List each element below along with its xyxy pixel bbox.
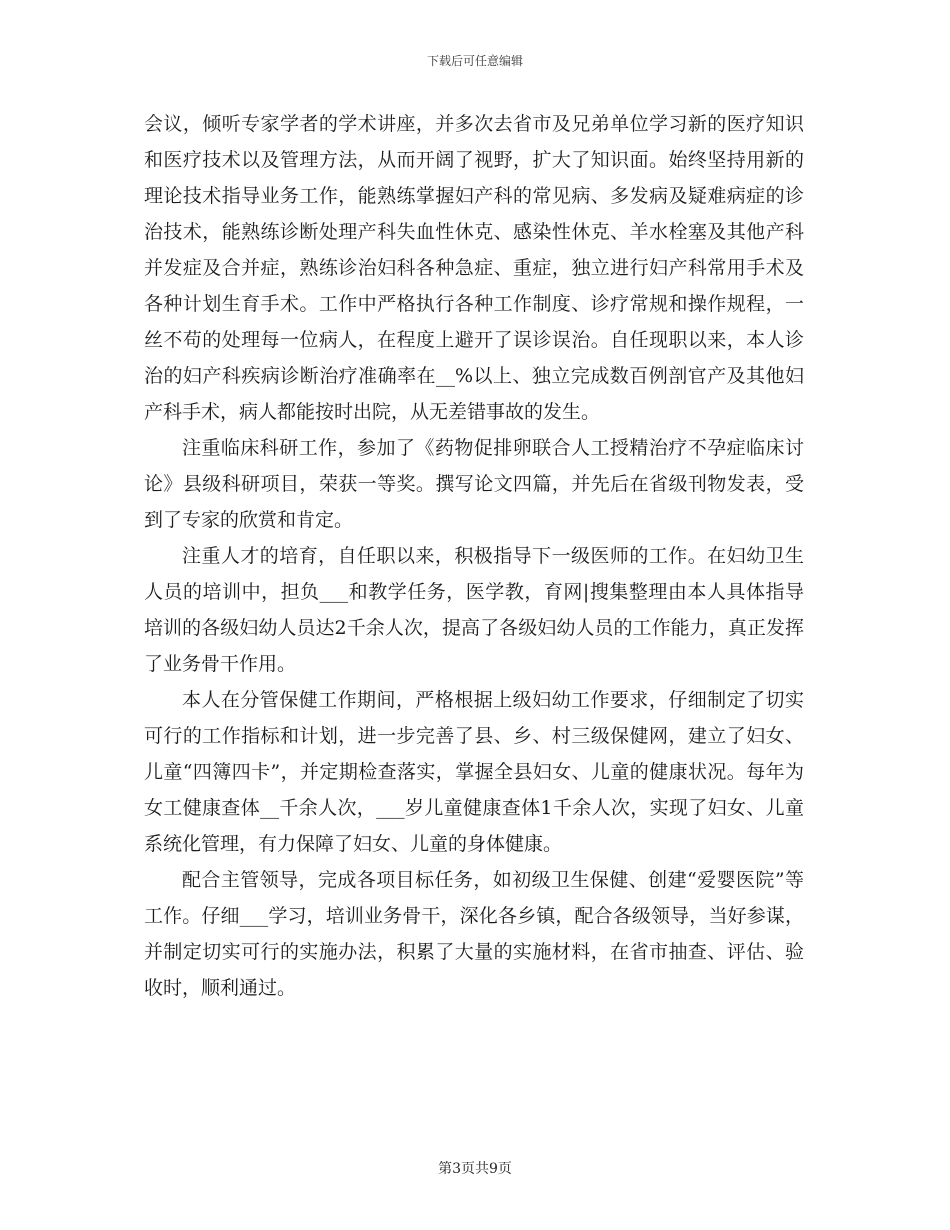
paragraph-continued: 会议，倾听专家学者的学术讲座，并多次去省市及兄弟单位学习新的医疗知识和医疗技术以及管理方法，从而开阔了视野，扩大了知识面。始终坚持用新的理论技术指导业务工作，能熟练掌握妇产科的常见病、多发病及疑难病症的诊治技术，能熟练诊断处理产科失血性休克、感染性休克、羊水栓塞及其他产科并发症及合并症，熟练诊治妇科各种急症、重症，独立进行妇产科常用手术及各种计划生育手术。工作中严格执行各种工作制度、诊疗常规和操作规程，一丝不苟的处理每一位病人，在程度上避开了误诊误治。自任现职以来，本人诊治的妇产科疾病诊断治疗准确率在__%以上、独立完成数百例剖官产及其他妇产科手术，病人都能按时出院，从无差错事故的发生。 xyxy=(144,113,804,423)
page-number: 第3页共9页 xyxy=(438,1161,512,1177)
paragraph-research: 注重临床科研工作，参加了《药物促排卵联合人工授精治疗不孕症临床讨论》县级科研项目，荣获一等奖。撰写论文四篇，并先后在省级刊物发表，受到了专家的欣赏和肯定。 xyxy=(144,437,804,531)
paragraph-cooperation: 配合主管领导，完成各项目标任务，如初级卫生保健、创建“爱婴医院”等工作。仔细___学习，培训业务骨干，深化各乡镇，配合各级领导，当好参谋，并制定切实可行的实施办法，积累了大量的实施材料，在省市抽查、评估、验收时，顺利通过。 xyxy=(144,869,804,999)
page-header: 下载后可任意编辑 xyxy=(426,54,523,68)
paragraph-healthcare: 本人在分管保健工作期间，严格根据上级妇幼工作要求，仔细制定了切实可行的工作指标和计划，进一步完善了县、乡、村三级保健网，建立了妇女、儿童“四簿四卡”，并定期检查落实，掌握全县妇女、儿童的健康状况。每年为女工健康查体__千余人次，___岁儿童健康查体1千余人次，实现了妇女、儿童系统化管理，有力保障了妇女、儿童的身体健康。 xyxy=(144,689,804,855)
document-body xyxy=(144,106,804,1006)
paragraph-training: 注重人才的培育，自任职以来，积极指导下一级医师的工作。在妇幼卫生人员的培训中，担负___和教学任务，医学教，育网|搜集整理由本人具体指导培训的各级妇幼人员达2千余人次，提高了各级妇幼人员的工作能力，真正发挥了业务骨干作用。 xyxy=(144,545,804,675)
